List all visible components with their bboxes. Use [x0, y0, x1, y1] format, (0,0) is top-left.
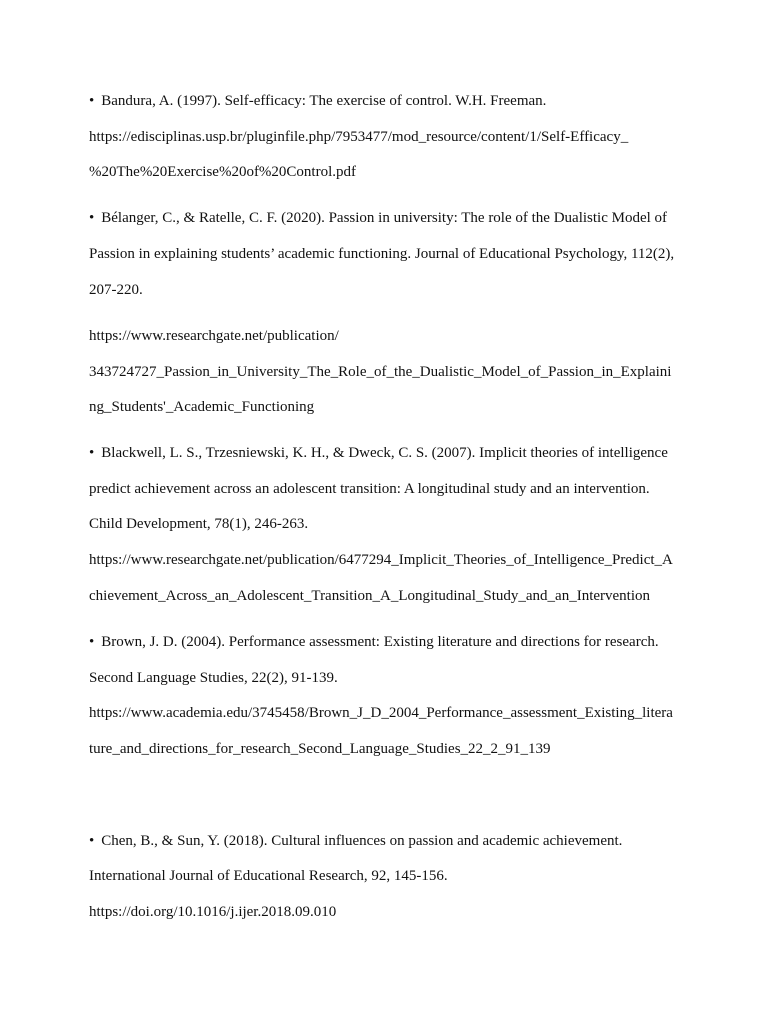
reference-chen-doi-line: https://doi.org/10.1016/j.ijer.2018.09.010	[89, 904, 337, 920]
reference-text: Brown, J. D. (2004). Performance assessment: Existing literature and directions for research.	[101, 634, 659, 650]
bullet: •	[89, 833, 95, 849]
reference-brown-line-2: Second Language Studies, 22(2), 91-139.	[89, 670, 338, 686]
reference-blackwell-url-line-2: chievement_Across_an_Adolescent_Transition_A_Longitudinal_Study_and_an_Intervention	[89, 588, 651, 604]
reference-text: Bandura, A. (1997). Self-efficacy: The exercise of control. W.H. Freeman.	[101, 93, 547, 109]
reference-belanger-url-line-3: ng_Students'_Academic_Functioning	[89, 399, 315, 415]
reference-text: Blackwell, L. S., Trzesniewski, K. H., & Dweck, C. S. (2007). Implicit theories of intelligence	[101, 445, 668, 461]
reference-belanger-url-line-2: 343724727_Passion_in_University_The_Role_of_the_Dualistic_Model_of_Passion_in_Explaini	[89, 364, 672, 380]
reference-belanger-line-1	[89, 209, 667, 227]
reference-bandura-url-line-1: https://edisciplinas.usp.br/pluginfile.php/7953477/mod_resource/content/1/Self-Efficacy_	[89, 129, 629, 145]
reference-brown-url-line-2: ture_and_directions_for_research_Second_Language_Studies_22_2_91_139	[89, 741, 551, 757]
reference-blackwell-url-line-1: https://www.researchgate.net/publication/6477294_Implicit_Theories_of_Intelligence_Predict_A	[89, 552, 673, 568]
reference-bandura-url-line-2: %20The%20Exercise%20of%20Control.pdf	[89, 164, 357, 180]
reference-blackwell-line-2: predict achievement across an adolescent transition: A longitudinal study and an intervention.	[89, 481, 650, 497]
reference-brown-line-1	[89, 633, 659, 651]
reference-brown-url-line-1: https://www.academia.edu/3745458/Brown_J_D_2004_Performance_assessment_Existing_litera	[89, 705, 673, 721]
reference-belanger-line-2: Passion in explaining students’ academic functioning. Journal of Educational Psychology, 112(2),	[89, 246, 675, 262]
reference-blackwell-line-3: Child Development, 78(1), 246-263.	[89, 516, 309, 532]
bullet: •	[89, 634, 95, 650]
reference-belanger-url-line-1: https://www.researchgate.net/publication/	[89, 328, 339, 344]
reference-text: Bélanger, C., & Ratelle, C. F. (2020). Passion in university: The role of the Dualistic Model of	[101, 210, 668, 226]
bullet: •	[89, 445, 95, 461]
reference-belanger-line-3: 207-220.	[89, 282, 143, 298]
reference-chen-line-2: International Journal of Educational Research, 92, 145-156.	[89, 868, 448, 884]
reference-bandura-line-1	[89, 92, 546, 110]
reference-chen-line-1	[89, 832, 622, 850]
bullet: •	[89, 210, 95, 226]
reference-blackwell-line-1	[89, 444, 668, 462]
bullet: •	[89, 93, 95, 109]
reference-text: Chen, B., & Sun, Y. (2018). Cultural influences on passion and academic achievement.	[101, 833, 623, 849]
